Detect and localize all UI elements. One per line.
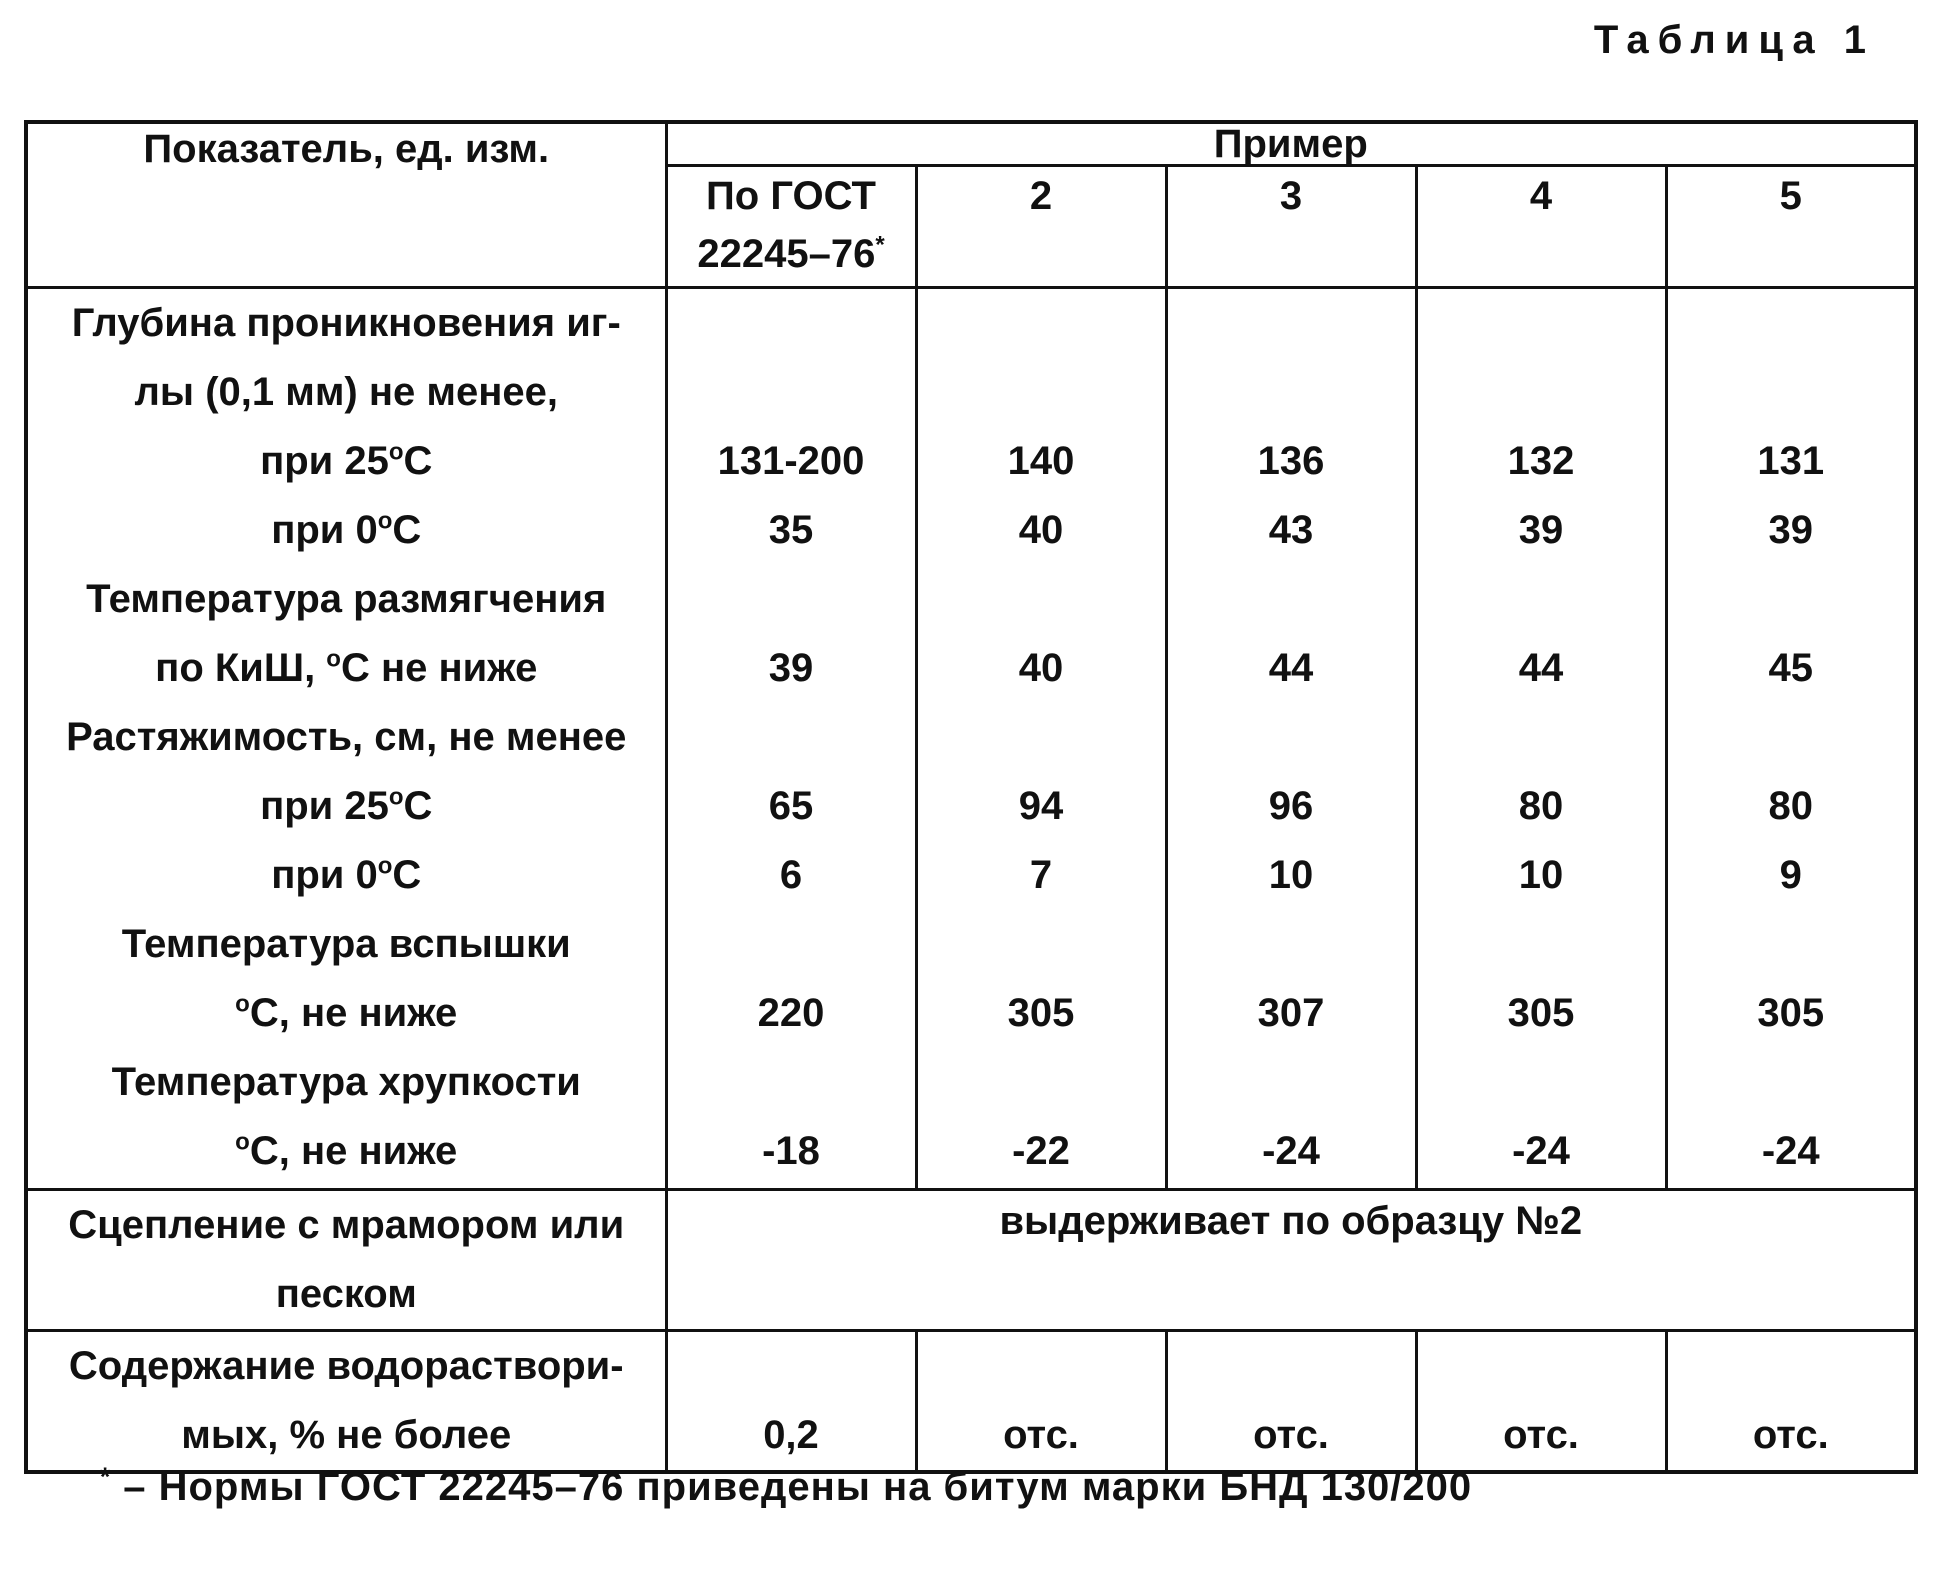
- property-value: [918, 358, 1165, 427]
- property-value: [668, 289, 915, 358]
- property-value: [1668, 1048, 1915, 1117]
- property-value: [1168, 1048, 1415, 1117]
- data-table: [24, 120, 1918, 1474]
- property-value: [918, 1048, 1165, 1117]
- property-value: [1668, 703, 1915, 772]
- property-value: [918, 703, 1165, 772]
- property-value: 96: [1268, 784, 1314, 828]
- adhesion-label-line: Сцепление с мрамором или: [68, 1203, 625, 1247]
- property-value: [1668, 358, 1915, 427]
- header-indicator: Показатель, ед. изм.: [26, 122, 666, 288]
- header-col-gost-line1: По ГОСТ: [706, 174, 876, 218]
- property-value: 40: [1018, 646, 1064, 690]
- property-value: 7: [1029, 853, 1053, 897]
- header-col-gost-line2: 22245–76*: [697, 231, 885, 276]
- properties-values-col-3: [1166, 288, 1416, 1190]
- property-value: 39: [768, 646, 814, 690]
- property-value: 307: [1257, 991, 1325, 1035]
- properties-values-col-4: [1416, 288, 1666, 1190]
- header-example: Пример: [666, 122, 1916, 166]
- property-label-line: при 25$^o$C: [260, 783, 433, 828]
- property-value: [1168, 289, 1415, 358]
- property-value: 305: [1507, 991, 1575, 1035]
- property-value: [1418, 910, 1665, 979]
- property-value: 39: [1768, 508, 1814, 552]
- property-value: 80: [1518, 784, 1564, 828]
- property-value: 220: [757, 991, 825, 1035]
- property-value: 9: [1779, 853, 1802, 897]
- property-label-line: при 0$^o$C: [271, 507, 422, 552]
- property-value: [918, 910, 1165, 979]
- table-caption: Таблица 1: [1593, 18, 1875, 62]
- footnote: [100, 1461, 1473, 1510]
- footnote-text: – Нормы ГОСТ 22245–76 приведены на битум марки БНД 130/200: [111, 1465, 1473, 1509]
- property-value: [668, 1048, 915, 1117]
- property-value: 94: [1018, 784, 1064, 828]
- property-value: [1668, 910, 1915, 979]
- property-value: [668, 910, 915, 979]
- property-value: [1168, 910, 1415, 979]
- property-value: 35: [768, 508, 814, 552]
- property-value: [1418, 565, 1665, 634]
- property-label-line: Температура вспышки: [121, 922, 571, 966]
- property-value: [918, 289, 1165, 358]
- adhesion-label-cell: [26, 1190, 666, 1331]
- property-value: [1168, 358, 1415, 427]
- water-soluble-value-5: отс.: [1666, 1331, 1916, 1473]
- property-value: [668, 358, 915, 427]
- adhesion-label-line: песком: [275, 1272, 417, 1316]
- property-value: -24: [1761, 1129, 1820, 1173]
- footnote-mark: *: [875, 231, 885, 259]
- property-value: 45: [1768, 646, 1814, 690]
- property-value: [668, 565, 915, 634]
- property-label-line: при 0$^o$C: [271, 852, 422, 897]
- property-value: [1168, 703, 1415, 772]
- property-value: -24: [1262, 1129, 1320, 1173]
- property-value: -18: [762, 1129, 820, 1173]
- property-value: [1168, 565, 1415, 634]
- properties-row: [26, 288, 1916, 1190]
- water-soluble-value-2: отс.: [916, 1331, 1166, 1473]
- property-value: [1418, 289, 1665, 358]
- footnote-mark: *: [100, 1461, 112, 1492]
- property-label-line: лы (0,1 мм) не менее,: [134, 370, 558, 414]
- property-value: -24: [1512, 1129, 1570, 1173]
- header-col-gost: [666, 166, 916, 288]
- property-value: [1418, 358, 1665, 427]
- property-value: 10: [1518, 853, 1564, 897]
- properties-values-col-gost: [666, 288, 916, 1190]
- property-value: [668, 703, 915, 772]
- property-value: 80: [1768, 784, 1814, 828]
- water-soluble-value-gost: 0,2: [666, 1331, 916, 1473]
- property-value: [1418, 1048, 1665, 1117]
- property-value: 10: [1268, 853, 1314, 897]
- property-label-line: Глубина проникновения иг-: [71, 301, 621, 345]
- header-col-4: 4: [1416, 166, 1666, 288]
- property-value: 44: [1268, 646, 1314, 690]
- property-value: 39: [1518, 508, 1564, 552]
- water-soluble-value-4: отс.: [1416, 1331, 1666, 1473]
- adhesion-row: [26, 1190, 1916, 1331]
- water-soluble-row: [26, 1331, 1916, 1473]
- header-col-3: 3: [1166, 166, 1416, 288]
- properties-label-cell: [26, 288, 666, 1190]
- adhesion-value: выдерживает по образцу №2: [666, 1190, 1916, 1331]
- properties-values-col-5: [1666, 288, 1916, 1190]
- property-label-line: по КиШ, $^o$C не ниже: [155, 645, 538, 690]
- property-value: 40: [1018, 508, 1064, 552]
- property-value: 43: [1268, 508, 1314, 552]
- property-value: -22: [1012, 1129, 1070, 1173]
- property-label-line: Температура хрупкости: [111, 1060, 581, 1104]
- property-label-line: $^o$C, не ниже: [235, 990, 458, 1035]
- property-value: 305: [1007, 991, 1075, 1035]
- property-value: 6: [779, 853, 803, 897]
- property-value: [1668, 565, 1915, 634]
- property-value: 65: [768, 784, 814, 828]
- water-soluble-label-line: мых, % не более: [181, 1413, 512, 1457]
- water-soluble-label-cell: [26, 1331, 666, 1473]
- property-value: 131-200: [717, 439, 865, 483]
- property-value: 44: [1518, 646, 1564, 690]
- property-value: 136: [1257, 439, 1325, 483]
- property-label-line: при 25$^o$C: [260, 438, 433, 483]
- properties-values-col-2: [916, 288, 1166, 1190]
- property-label-line: $^o$C, не ниже: [235, 1128, 458, 1173]
- property-value: 140: [1007, 439, 1075, 483]
- property-value: [918, 565, 1165, 634]
- property-value: [1418, 703, 1665, 772]
- water-soluble-label-line: Содержание водораствори-: [68, 1344, 624, 1388]
- property-value: [1668, 289, 1915, 358]
- property-value: 305: [1757, 991, 1825, 1035]
- header-col-2: 2: [916, 166, 1166, 288]
- header-col-5: 5: [1666, 166, 1916, 288]
- property-label-line: Температура размягчения: [86, 577, 607, 621]
- property-label-line: Растяжимость, см, не менее: [66, 715, 627, 759]
- property-value: 132: [1507, 439, 1575, 483]
- property-value: 131: [1757, 439, 1825, 483]
- water-soluble-value-3: отс.: [1166, 1331, 1416, 1473]
